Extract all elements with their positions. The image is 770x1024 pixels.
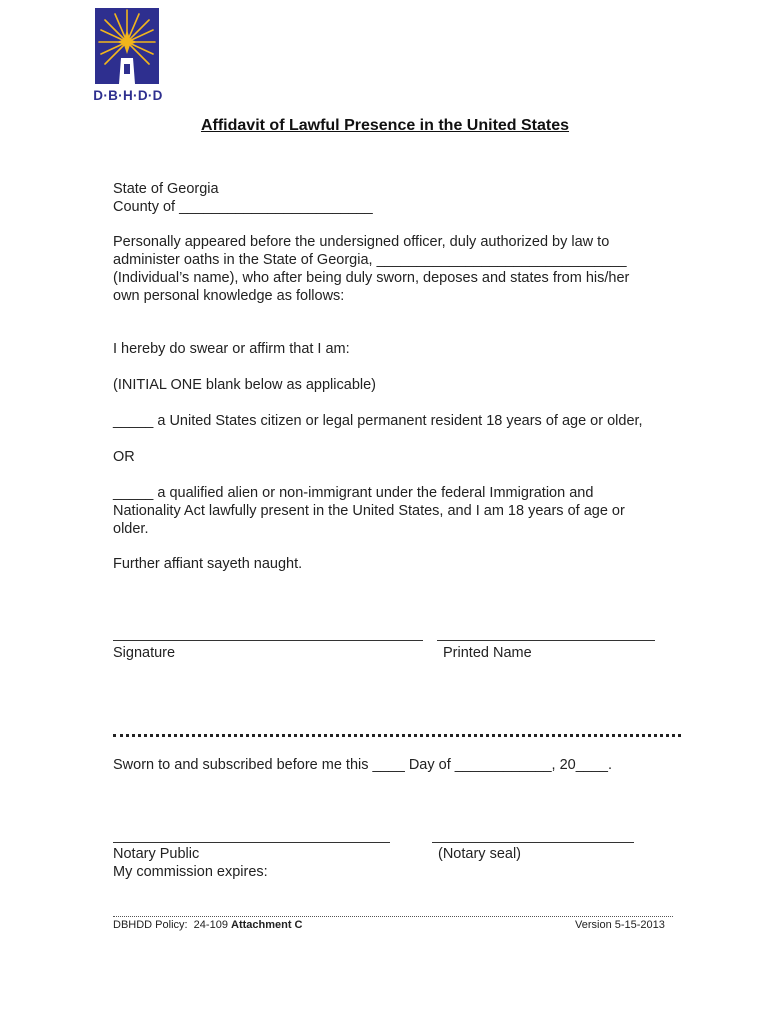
instruction-text: (INITIAL ONE blank below as applicable) <box>113 377 376 393</box>
signature-label: Signature <box>113 645 176 661</box>
policy-prefix: DBHDD Policy: 24-109 <box>113 919 231 931</box>
notary-seal-label: (Notary seal) <box>438 846 521 862</box>
page-title: Affidavit of Lawful Presence in the United States <box>200 117 570 134</box>
signature-line[interactable] <box>113 640 423 641</box>
intro-line-4: own personal knowledge as follows: <box>113 288 345 304</box>
closing-statement: Further affiant sayeth naught. <box>113 556 303 572</box>
policy-reference <box>113 919 303 931</box>
state-line: State of Georgia <box>113 181 219 197</box>
notary-seal-line[interactable] <box>432 842 634 843</box>
or-separator: OR <box>113 449 135 465</box>
oath-statement: I hereby do swear or affirm that I am: <box>113 341 350 357</box>
option-qualified-alien-line-2: Nationality Act lawfully present in the United States, and I am 18 years of age or <box>113 503 625 519</box>
logo-org-text: D·B·H·D·D <box>93 88 163 103</box>
policy-attachment: Attachment C <box>231 919 303 931</box>
commission-expires-label: My commission expires: <box>113 864 268 880</box>
printed-name-label: Printed Name <box>443 645 532 661</box>
star-lighthouse-icon <box>95 8 159 84</box>
intro-line-3: (Individual’s name), who after being duly sworn, deposes and states from his/her <box>113 270 630 286</box>
county-field[interactable]: County of ________________________ <box>113 199 373 215</box>
footer-rule <box>113 916 673 917</box>
option-citizen[interactable]: _____ a United States citizen or legal permanent resident 18 years of age or older, <box>113 413 643 429</box>
option-qualified-alien[interactable]: _____ a qualified alien or non-immigrant under the federal Immigration and <box>113 485 594 501</box>
sworn-statement[interactable]: Sworn to and subscribed before me this ____ Day of ____________, 20____. <box>113 757 612 773</box>
notary-signature-line[interactable] <box>113 842 390 843</box>
option-qualified-alien-line-3: older. <box>113 521 149 537</box>
section-divider <box>113 734 681 737</box>
printed-name-line[interactable] <box>437 640 655 641</box>
version-label: Version 5-15-2013 <box>575 919 665 931</box>
intro-line-2[interactable]: administer oaths in the State of Georgia, _______________________________ <box>113 252 627 268</box>
intro-line-1: Personally appeared before the undersigned officer, duly authorized by law to <box>113 234 610 250</box>
notary-public-label: Notary Public <box>113 846 200 862</box>
dbhdd-logo <box>95 8 159 84</box>
